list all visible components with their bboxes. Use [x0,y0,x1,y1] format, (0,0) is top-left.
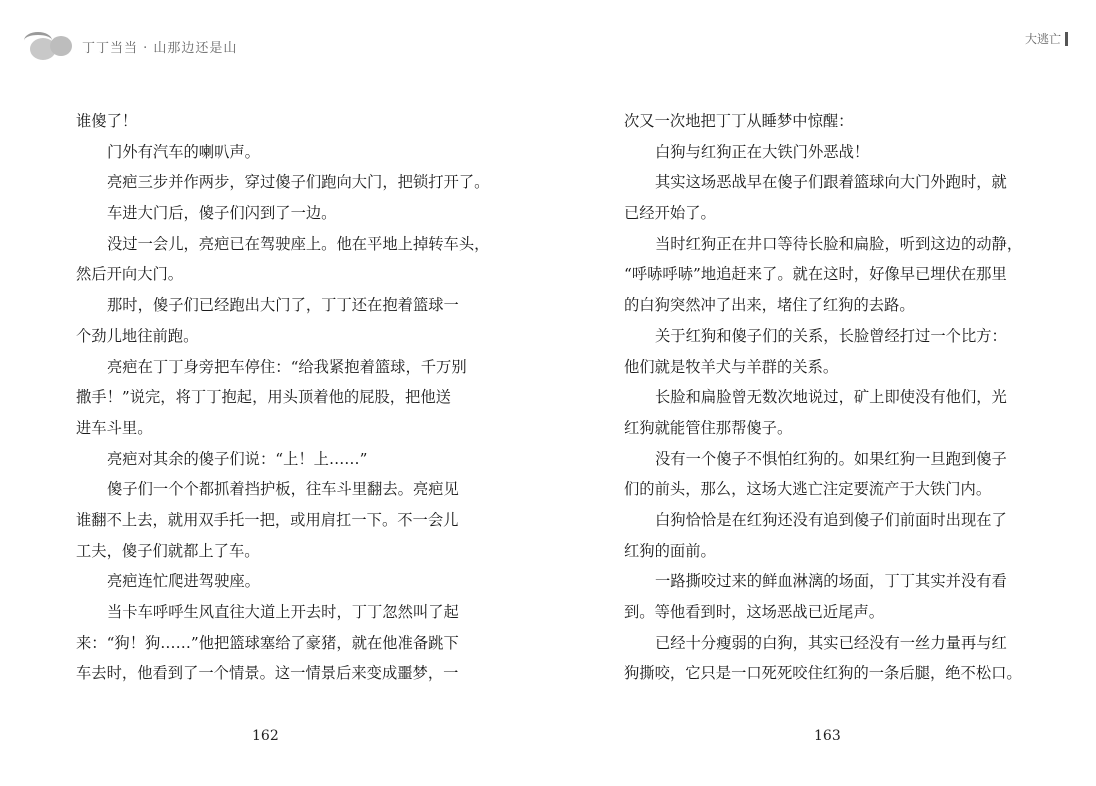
text-line: 红狗就能管住那帮傻子。 [624,418,793,437]
text-line: 亮疤在丁丁身旁把车停住：“给我紧抱着篮球，千万别 [107,357,467,376]
text-line: 门外有汽车的喇叭声。 [107,142,260,161]
text-line: 一路撕咬过来的鲜血淋漓的场面，丁丁其实并没有看 [655,572,1007,591]
right-page [548,0,1096,786]
text-line: 次又一次地把丁丁从睡梦中惊醒： [624,112,854,130]
text-line: 其实这场恶战早在傻子们跟着篮球向大门外跑时，就 [655,173,1007,192]
text-line: 当时红狗正在井口等待长脸和扁脸，听到这边的动静， [655,234,1023,253]
right-page-number: 163 [814,728,841,744]
text-line: 亮疤对其余的傻子们说：“上！上……” [107,449,368,468]
left-body-text [76,106,490,689]
text-line: 那时，傻子们已经跑出大门了，丁丁还在抱着篮球一 [107,296,459,315]
text-line: 狗撕咬，它只是一口死死咬住红狗的一条后腿，绝不松口。 [624,664,1022,683]
text-line: 的白狗突然冲了出来，堵住了红狗的去路。 [624,296,915,315]
text-line: 白狗恰恰是在红狗还没有追到傻子们前面时出现在了 [655,510,1007,529]
text-line: 然后开向大门。 [76,265,184,284]
text-line: 已经十分瘦弱的白狗，其实已经没有一丝力量再与红 [655,633,1007,652]
text-line: 进车斗里。 [76,418,153,437]
text-line: 工夫，傻子们就都上了车。 [76,541,260,560]
text-line: 车进大门后，傻子们闪到了一边。 [107,204,337,223]
left-running-header [24,30,237,62]
text-line: 长脸和扁脸曾无数次地说过，矿上即使没有他们，光 [655,388,1007,407]
text-line: 谁翻不上去，就用双手托一把，或用肩扛一下。不一会儿 [76,510,459,529]
book-title: 丁丁当当 · 山那边还是山 [82,40,238,56]
text-line: 车去时，他看到了一个情景。这一情景后来变成噩梦，一 [76,664,459,683]
text-line: 红狗的面前。 [624,541,716,560]
left-page-number: 162 [252,728,279,744]
chapter-title: 大逃亡 [1024,32,1061,46]
chapter-bar-icon [1065,32,1068,46]
text-line: 到。等他看到时，这场恶战已近尾声。 [624,603,885,621]
text-line: 撒手！”说完，将丁丁抱起，用头顶着他的屁股，把他送 [76,388,451,407]
text-line: 当卡车呼呼生风直往大道上开去时，丁丁忽然叫了起 [107,603,459,621]
text-line: 没有一个傻子不惧怕红狗的。如果红狗一旦跑到傻子 [655,449,1007,468]
text-line: 白狗与红狗正在大铁门外恶战！ [655,142,870,161]
text-line: 亮疤连忙爬进驾驶座。 [107,572,260,591]
right-running-header [1025,30,1068,47]
text-line: 亮疤三步并作两步，穿过傻子们跑向大门，把锁打开了。 [107,173,490,192]
text-line: 个劲儿地往前跑。 [76,326,199,345]
text-line: 已经开始了。 [624,204,716,223]
text-line: 他们就是牧羊犬与羊群的关系。 [624,357,839,376]
text-line: 傻子们一个个都抓着挡护板，往车斗里翻去。亮疤见 [107,480,459,499]
text-line: 来：“狗！狗……”他把篮球塞给了豪猪，就在他准备跳下 [76,633,459,652]
right-body-text [624,106,1022,689]
text-line: “呼哧呼哧”地追赶来了。就在这时，好像早已埋伏在那里 [624,265,1007,284]
text-line: 们的前头，那么，这场大逃亡注定要流产于大铁门内。 [624,480,992,499]
text-line: 没过一会儿，亮疤已在驾驶座上。他在平地上掉转车头， [107,234,490,253]
text-line: 关于红狗和傻子们的关系，长脸曾经打过一个比方： [655,326,1007,345]
text-line: 谁傻了！ [76,112,138,130]
gourd-logo-icon [24,30,78,62]
